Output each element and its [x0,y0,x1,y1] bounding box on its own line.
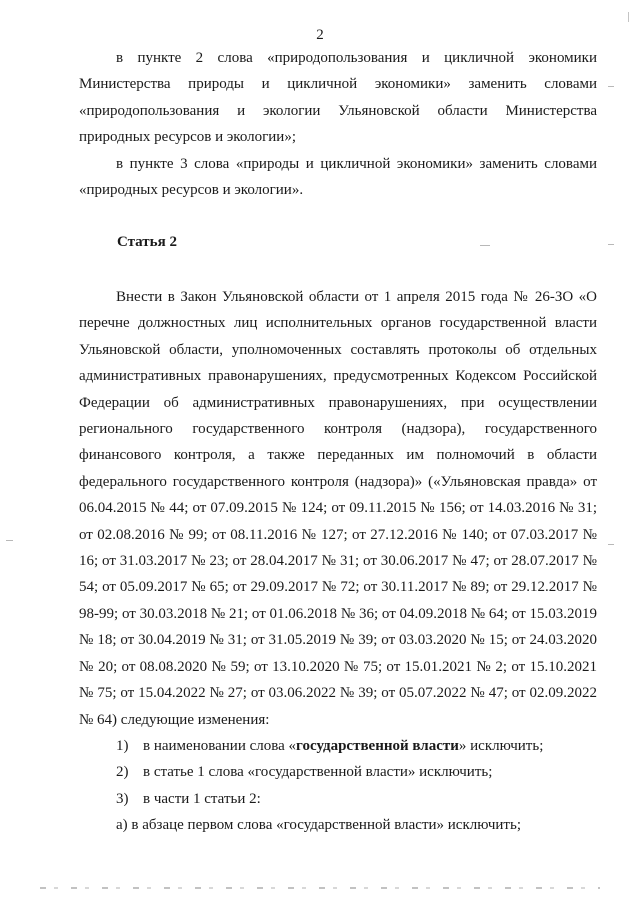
scan-mark [608,244,614,245]
list-number: 2) [116,764,129,781]
list-item-text: в статье 1 слова «государственной власти» исключить; [143,764,493,781]
list-item-text-after: » исключить; [458,737,544,754]
scan-edge [40,887,600,889]
sub-item-a: а) в абзаце первом слова «государственной власти» исключить; [116,817,521,834]
scan-mark [6,540,13,541]
scan-mark [608,86,614,87]
article-body [79,284,597,839]
scan-mark [480,245,490,246]
body-text [79,45,597,203]
list-item-1 [79,733,597,759]
list-item-text: в части 1 статьи 2: [143,790,261,807]
scan-mark [628,12,629,22]
paragraph-amendment-intro: Внести в Закон Ульяновской области от 1 апреля 2015 года № 26-ЗО «О перечне должностных лиц исполнительных органов государственной власти Ульяновской области, уполномоченных составлять протоколы об отдельных административных правонарушениях, предусмотренных Кодексом Российской Федерации об административных правонарушениях, при осуществлении регионального государственного контроля (надзора), государственного финансового контроля, а также переданных им полномочий в области федерального государственного контроля (надзора)» («Ульяновская правда» от 06.04.2015 № 44; от 07.09.2015 № 124; от 09.11.2015 № 156; от 14.03.2016 № 31; от 02.08.2016 № 99; от 08.11.2016 № 127; от 27.12.2016 № 140; от 07.03.2017 № 16; от 31.03.2017 № 23; от 28.04.2017 № 31; от 30.06.2017 № 47; от 28.07.2017 № 54; от 05.09.2017 № 65; от 29.09.2017 № 72; от 30.11.2017 № 89; от 29.12.2017 № 98-99; от 30.03.2018 № 21; от 01.06.2018 № 36; от 04.09.2018 № 64; от 15.03.2019 № 18; от 30.04.2019 № 31; от 31.05.2019 № 39; от 03.03.2020 № 15; от 24.03.2020 № 20; от 08.08.2020 № 59; от 13.10.2020 № 75; от 15.01.2021 № 2; от 15.10.2021 № 75; от 15.04.2022 № 27; от 03.06.2022 № 39; от 05.07.2022 № 47; от 02.09.2022 № 64) следующие изменения: [79,289,597,728]
list-item-bold-text: государственной власти [296,737,459,754]
scan-mark [608,544,614,545]
list-number: 3) [116,790,129,807]
article-heading: Статья 2 [117,234,177,250]
list-number: 1) [116,737,129,754]
list-item-text-before: в наименовании слова « [143,737,297,754]
paragraph-point2: в пункте 2 слова «природопользования и цикличной экономики Министерства природы и цикличной экономики» заменить словами «природопользования и экологии Ульяновской области Министерства природных ресурсов и экологии»; [79,50,597,146]
paragraph-point3: в пункте 3 слова «природы и цикличной экономики» заменить словами «природных ресурсов и экологии». [79,155,597,199]
article-section [79,229,597,255]
list-item-2 [79,759,597,785]
page-number: 2 [316,27,324,43]
list-item-3 [79,786,597,812]
